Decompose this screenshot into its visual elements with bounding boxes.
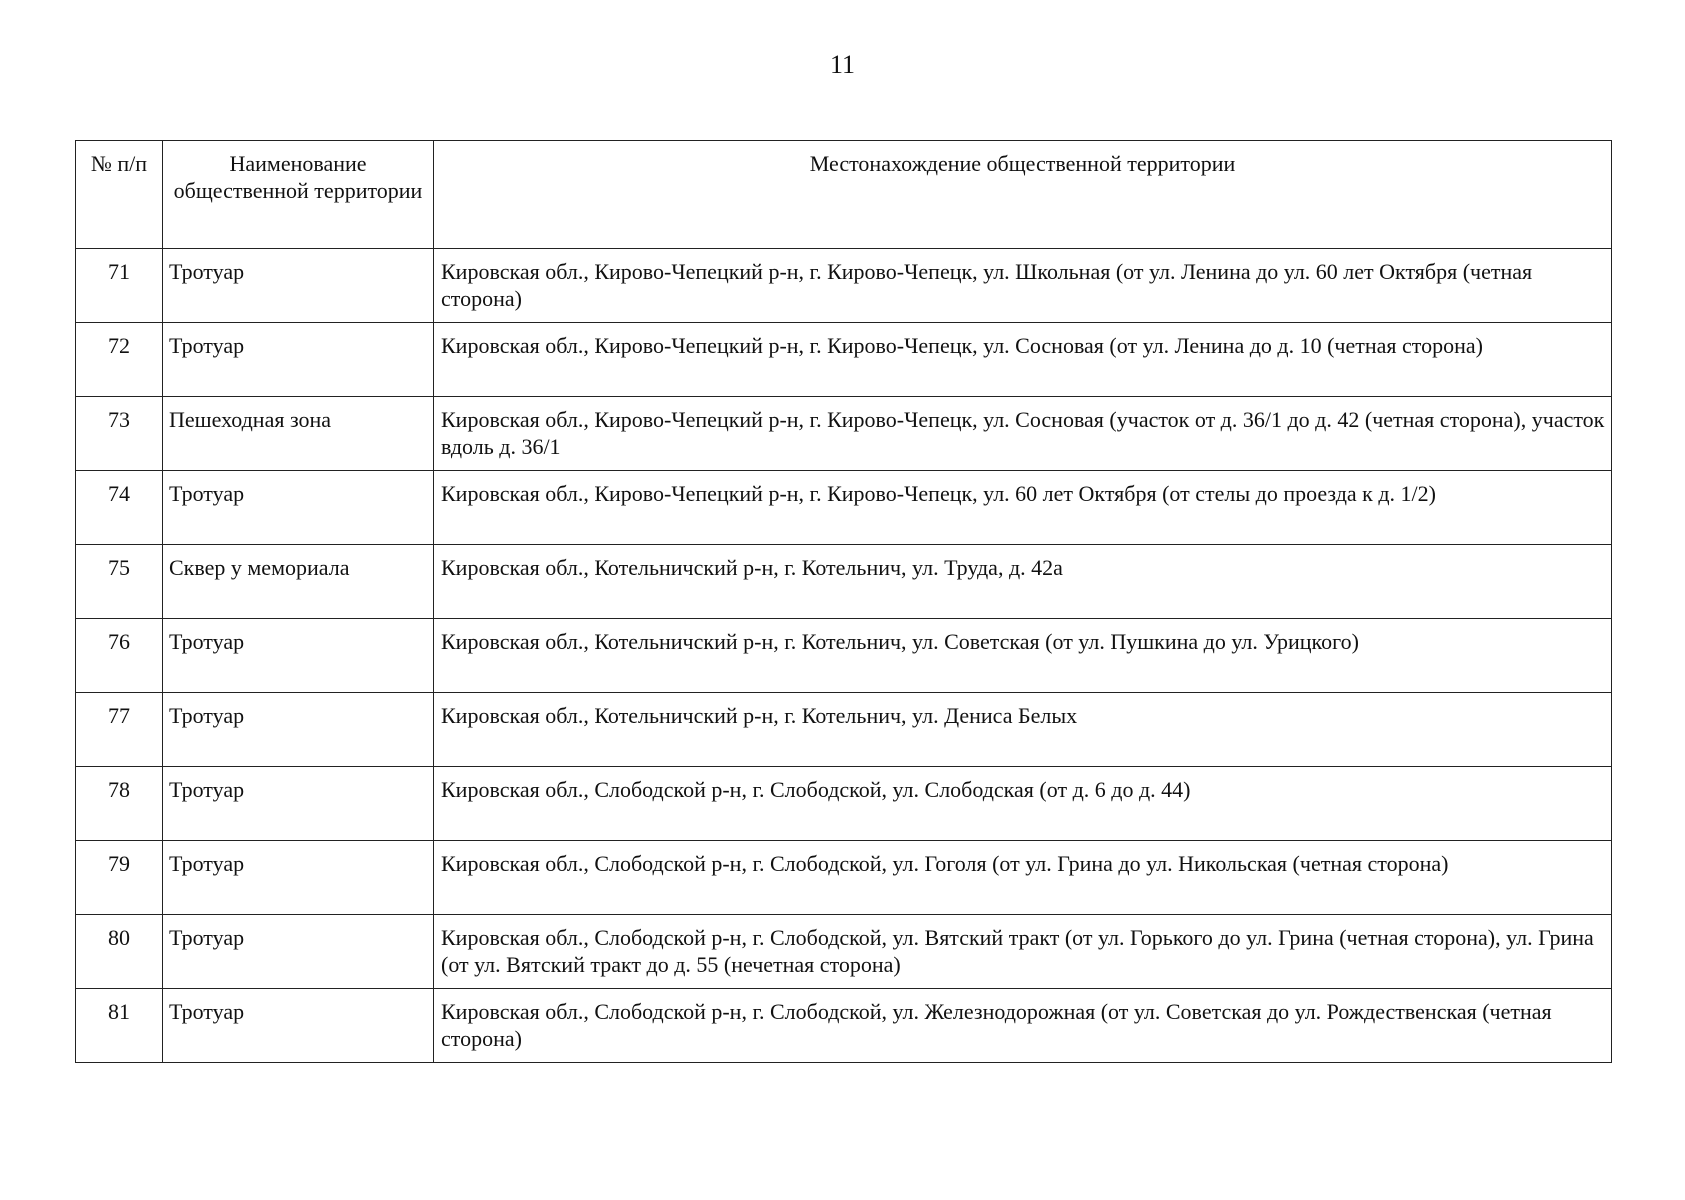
row-number: 77 xyxy=(76,693,163,767)
header-number: № п/п xyxy=(76,141,163,249)
table-row xyxy=(76,471,1612,545)
table-header-row xyxy=(76,141,1612,249)
territory-location: Кировская обл., Кирово-Чепецкий р-н, г. Кирово-Чепецк, ул. Сосновая (участок от д. 36/1 до д. 42 (четная сторона), участок вдоль д. 36/1 xyxy=(434,397,1612,471)
territory-name: Тротуар xyxy=(163,323,434,397)
row-number: 75 xyxy=(76,545,163,619)
table-row xyxy=(76,915,1612,989)
row-number: 79 xyxy=(76,841,163,915)
territory-name: Тротуар xyxy=(163,841,434,915)
territory-location: Кировская обл., Слободской р-н, г. Слободской, ул. Гоголя (от ул. Грина до ул. Никольская (четная сторона) xyxy=(434,841,1612,915)
territory-name: Тротуар xyxy=(163,915,434,989)
header-territory-location: Местонахождение общественной территории xyxy=(434,141,1612,249)
row-number: 76 xyxy=(76,619,163,693)
territory-name: Тротуар xyxy=(163,619,434,693)
territory-name: Тротуар xyxy=(163,471,434,545)
territory-name: Пешеходная зона xyxy=(163,397,434,471)
row-number: 78 xyxy=(76,767,163,841)
territory-location: Кировская обл., Кирово-Чепецкий р-н, г. Кирово-Чепецк, ул. 60 лет Октября (от стелы до проезда к д. 1/2) xyxy=(434,471,1612,545)
territory-location: Кировская обл., Котельничский р-н, г. Котельнич, ул. Труда, д. 42а xyxy=(434,545,1612,619)
public-territories-table xyxy=(75,140,1612,1063)
table-row xyxy=(76,397,1612,471)
row-number: 80 xyxy=(76,915,163,989)
territory-location: Кировская обл., Котельничский р-н, г. Котельнич, ул. Дениса Белых xyxy=(434,693,1612,767)
table-row xyxy=(76,619,1612,693)
territory-name: Тротуар xyxy=(163,693,434,767)
territory-name: Тротуар xyxy=(163,767,434,841)
territory-name: Тротуар xyxy=(163,249,434,323)
territory-name: Сквер у мемориала xyxy=(163,545,434,619)
table-row xyxy=(76,249,1612,323)
header-territory-name: Наименование общественной территории xyxy=(163,141,434,249)
territory-location: Кировская обл., Котельничский р-н, г. Котельнич, ул. Советская (от ул. Пушкина до ул. Урицкого) xyxy=(434,619,1612,693)
table-row xyxy=(76,989,1612,1063)
row-number: 73 xyxy=(76,397,163,471)
table-row xyxy=(76,693,1612,767)
territory-location: Кировская обл., Слободской р-н, г. Слободской, ул. Железнодорожная (от ул. Советская до ул. Рождественская (четная сторона) xyxy=(434,989,1612,1063)
table-row xyxy=(76,841,1612,915)
row-number: 72 xyxy=(76,323,163,397)
row-number: 71 xyxy=(76,249,163,323)
table-row xyxy=(76,323,1612,397)
table-row xyxy=(76,545,1612,619)
page-number: 11 xyxy=(829,50,856,79)
row-number: 74 xyxy=(76,471,163,545)
territory-location: Кировская обл., Слободской р-н, г. Слободской, ул. Вятский тракт (от ул. Горького до ул. Грина (четная сторона), ул. Грина (от ул. Вятский тракт до д. 55 (нечетная сторона) xyxy=(434,915,1612,989)
row-number: 81 xyxy=(76,989,163,1063)
territory-location: Кировская обл., Кирово-Чепецкий р-н, г. Кирово-Чепецк, ул. Школьная (от ул. Ленина до ул. 60 лет Октября (четная сторона) xyxy=(434,249,1612,323)
territory-location: Кировская обл., Слободской р-н, г. Слободской, ул. Слободская (от д. 6 до д. 44) xyxy=(434,767,1612,841)
territory-name: Тротуар xyxy=(163,989,434,1063)
table-row xyxy=(76,767,1612,841)
territory-location: Кировская обл., Кирово-Чепецкий р-н, г. Кирово-Чепецк, ул. Сосновая (от ул. Ленина до д. 10 (четная сторона) xyxy=(434,323,1612,397)
